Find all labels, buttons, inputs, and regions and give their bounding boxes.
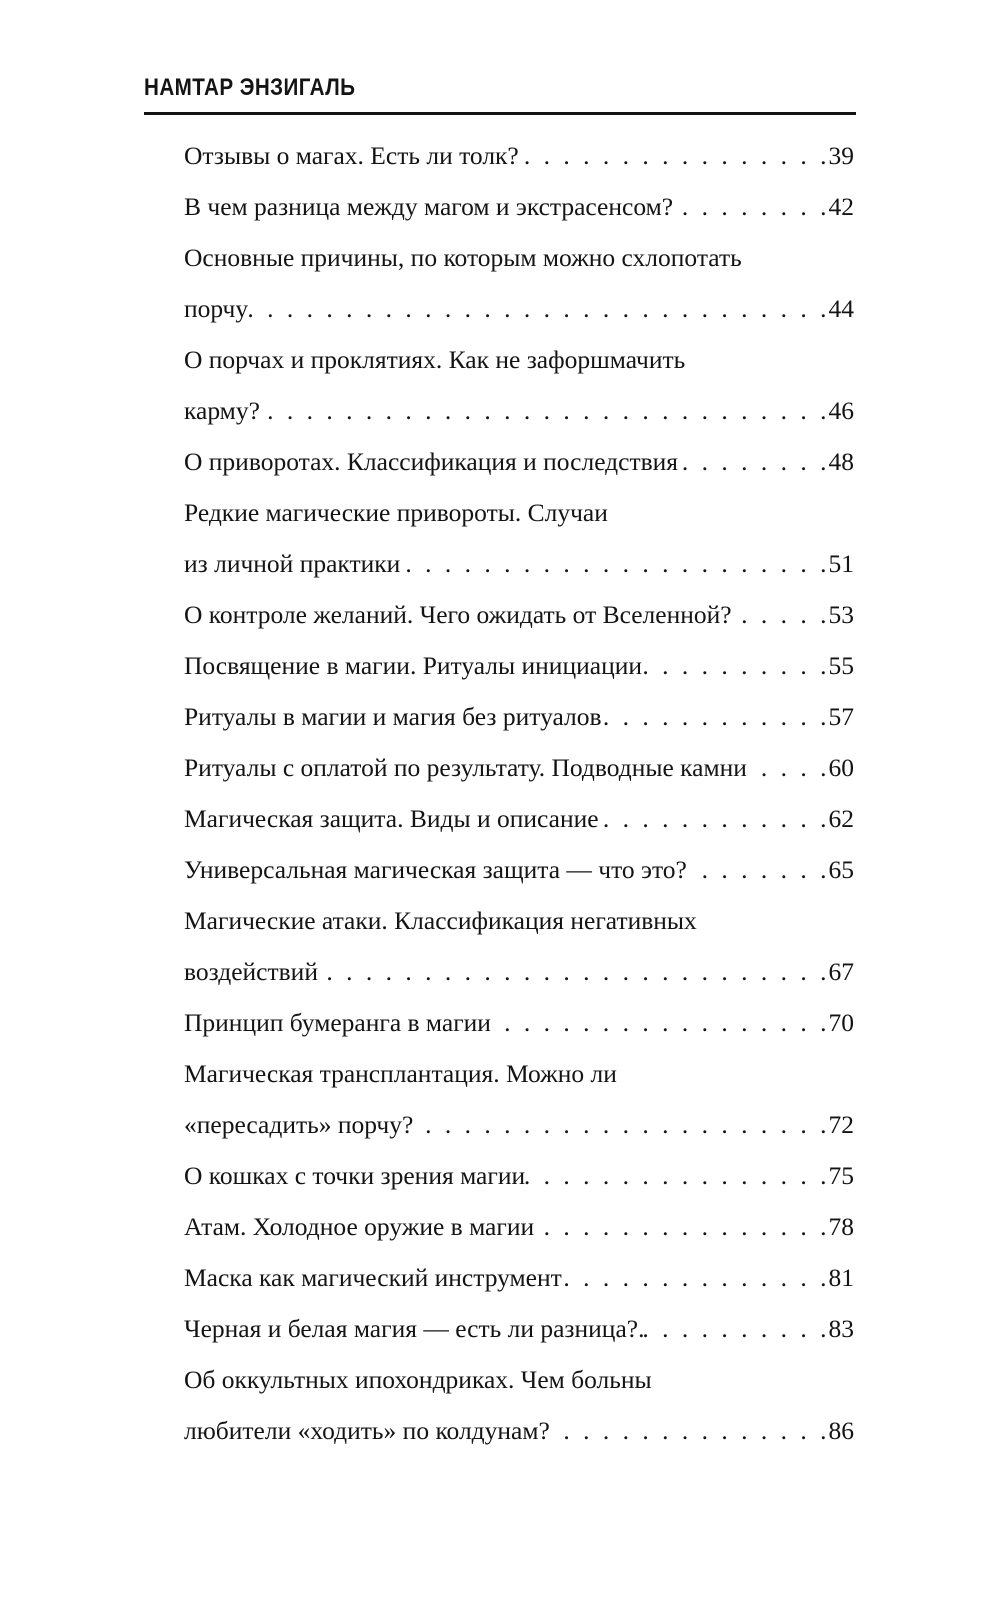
toc-entry-title: Черная и белая магия — есть ли разница?. [184,1313,645,1343]
toc-entry [184,1252,854,1303]
header-rule [144,112,856,115]
toc-line [184,436,854,487]
dot-leader [599,804,829,834]
dot-leader [550,1416,829,1446]
toc-entry-title: О контроле желаний. Чего ожидать от Вселенной? [184,599,732,629]
toc-line [184,589,854,640]
toc-entry [184,640,854,691]
toc-page-number: 78 [828,1211,854,1241]
toc-entry-title: карму? [184,395,260,425]
toc-entry [184,1354,854,1456]
toc-entry-title: Редкие магические привороты. Случаи [184,497,608,527]
toc-entry-title: В чем разница между магом и экстрасенсом? [184,191,674,221]
dot-leader [525,1161,828,1191]
running-header-author: НАМТАР ЭНЗИГАЛЬ [144,74,356,101]
toc-entry-title: О приворотах. Классификация и последствия [184,446,679,476]
toc-page-number: 83 [828,1313,854,1343]
dot-leader [260,396,829,426]
toc-entry-title: Принцип бумеранга в магии [184,1007,491,1037]
dot-leader [747,753,829,783]
toc-entry-title: «пересадить» порчу? [184,1109,414,1139]
dot-leader [673,192,828,222]
dot-leader [602,702,829,732]
toc-entry-title: Универсальная магическая защита — что это? [184,854,687,884]
toc-entry [184,1048,854,1150]
toc-line [184,487,854,538]
dot-leader [318,957,829,987]
toc-line [184,1252,854,1303]
dot-leader [534,1212,828,1242]
toc-line [184,1303,854,1354]
toc-entry-title: Магические атаки. Классификация негативных [184,905,697,935]
toc-page-number: 57 [828,701,854,731]
toc-entry [184,487,854,589]
toc-entry-title: Ритуалы с оплатой по результату. Подводные камни [184,752,747,782]
table-of-contents [184,130,854,1456]
toc-page-number: 65 [828,854,854,884]
toc-entry [184,742,854,793]
dot-leader [678,447,828,477]
toc-entry [184,589,854,640]
toc-entry-title: Атам. Холодное оружие в магии [184,1211,535,1241]
toc-entry-title: любители «ходить» по колдунам? [184,1415,550,1445]
toc-page-number: 51 [828,548,854,578]
toc-page-number: 86 [828,1415,854,1445]
toc-line [184,1354,854,1405]
toc-entry-title: Об оккультных ипохондриках. Чем больны [184,1364,652,1394]
toc-line [184,946,854,997]
toc-entry-title: О кошках с точки зрения магии [184,1160,526,1190]
toc-line [184,334,854,385]
toc-entry [184,130,854,181]
toc-line [184,130,854,181]
toc-page-number: 62 [828,803,854,833]
toc-entry-title: Ритуалы в магии и магия без ритуалов [184,701,602,731]
toc-entry-title: воздействий [184,956,318,986]
toc-line [184,1099,854,1150]
toc-page-number: 55 [828,650,854,680]
toc-page-number: 39 [828,140,854,170]
toc-line [184,1201,854,1252]
toc-page-number: 75 [828,1160,854,1190]
toc-line [184,742,854,793]
toc-line [184,283,854,334]
toc-entry-title: из личной практики [184,548,401,578]
toc-entry [184,793,854,844]
toc-line [184,538,854,589]
toc-page-number: 70 [828,1007,854,1037]
toc-entry [184,844,854,895]
toc-line [184,385,854,436]
toc-entry-title: порчу [184,293,249,323]
dot-leader [644,1314,828,1344]
toc-line [184,1048,854,1099]
toc-page-number: 72 [828,1109,854,1139]
toc-entry [184,895,854,997]
toc-entry [184,232,854,334]
toc-entry [184,1303,854,1354]
dot-leader [413,1110,828,1140]
toc-page-number: 48 [828,446,854,476]
toc-page-number: 67 [828,956,854,986]
toc-line [184,793,854,844]
toc-entry [184,1201,854,1252]
toc-entry [184,334,854,436]
toc-entry-title: Магическая трансплантация. Можно ли [184,1058,617,1088]
toc-line [184,844,854,895]
toc-entry [184,997,854,1048]
toc-entry [184,436,854,487]
toc-line [184,1405,854,1456]
toc-line [184,181,854,232]
toc-entry [184,181,854,232]
toc-line [184,232,854,283]
dot-leader [491,1008,829,1038]
toc-entry [184,1150,854,1201]
toc-entry-title: Отзывы о магах. Есть ли толк? [184,140,519,170]
toc-entry-title: Магическая защита. Виды и описание [184,803,599,833]
dot-leader [732,600,829,630]
toc-entry-title: Маска как магический инструмент [184,1262,562,1292]
toc-page-number: 81 [828,1262,854,1292]
dot-leader [400,549,828,579]
toc-line [184,997,854,1048]
dot-leader [248,294,828,324]
dot-leader [562,1263,829,1293]
dot-leader [687,855,829,885]
toc-entry-title: Основные причины, по которым можно схлопотать [184,242,742,272]
toc-line [184,1150,854,1201]
toc-entry-title: Посвящение в магии. Ритуалы инициации [184,650,643,680]
toc-page-number: 60 [828,752,854,782]
toc-entry [184,691,854,742]
toc-line [184,895,854,946]
toc-page-number: 46 [828,395,854,425]
toc-line [184,640,854,691]
toc-page-number: 44 [828,293,854,323]
toc-entry-title: О порчах и проклятиях. Как не зафоршмачить [184,344,686,374]
dot-leader [642,651,828,681]
toc-line [184,691,854,742]
toc-page-number: 42 [828,191,854,221]
toc-page-number: 53 [828,599,854,629]
dot-leader [519,141,829,171]
